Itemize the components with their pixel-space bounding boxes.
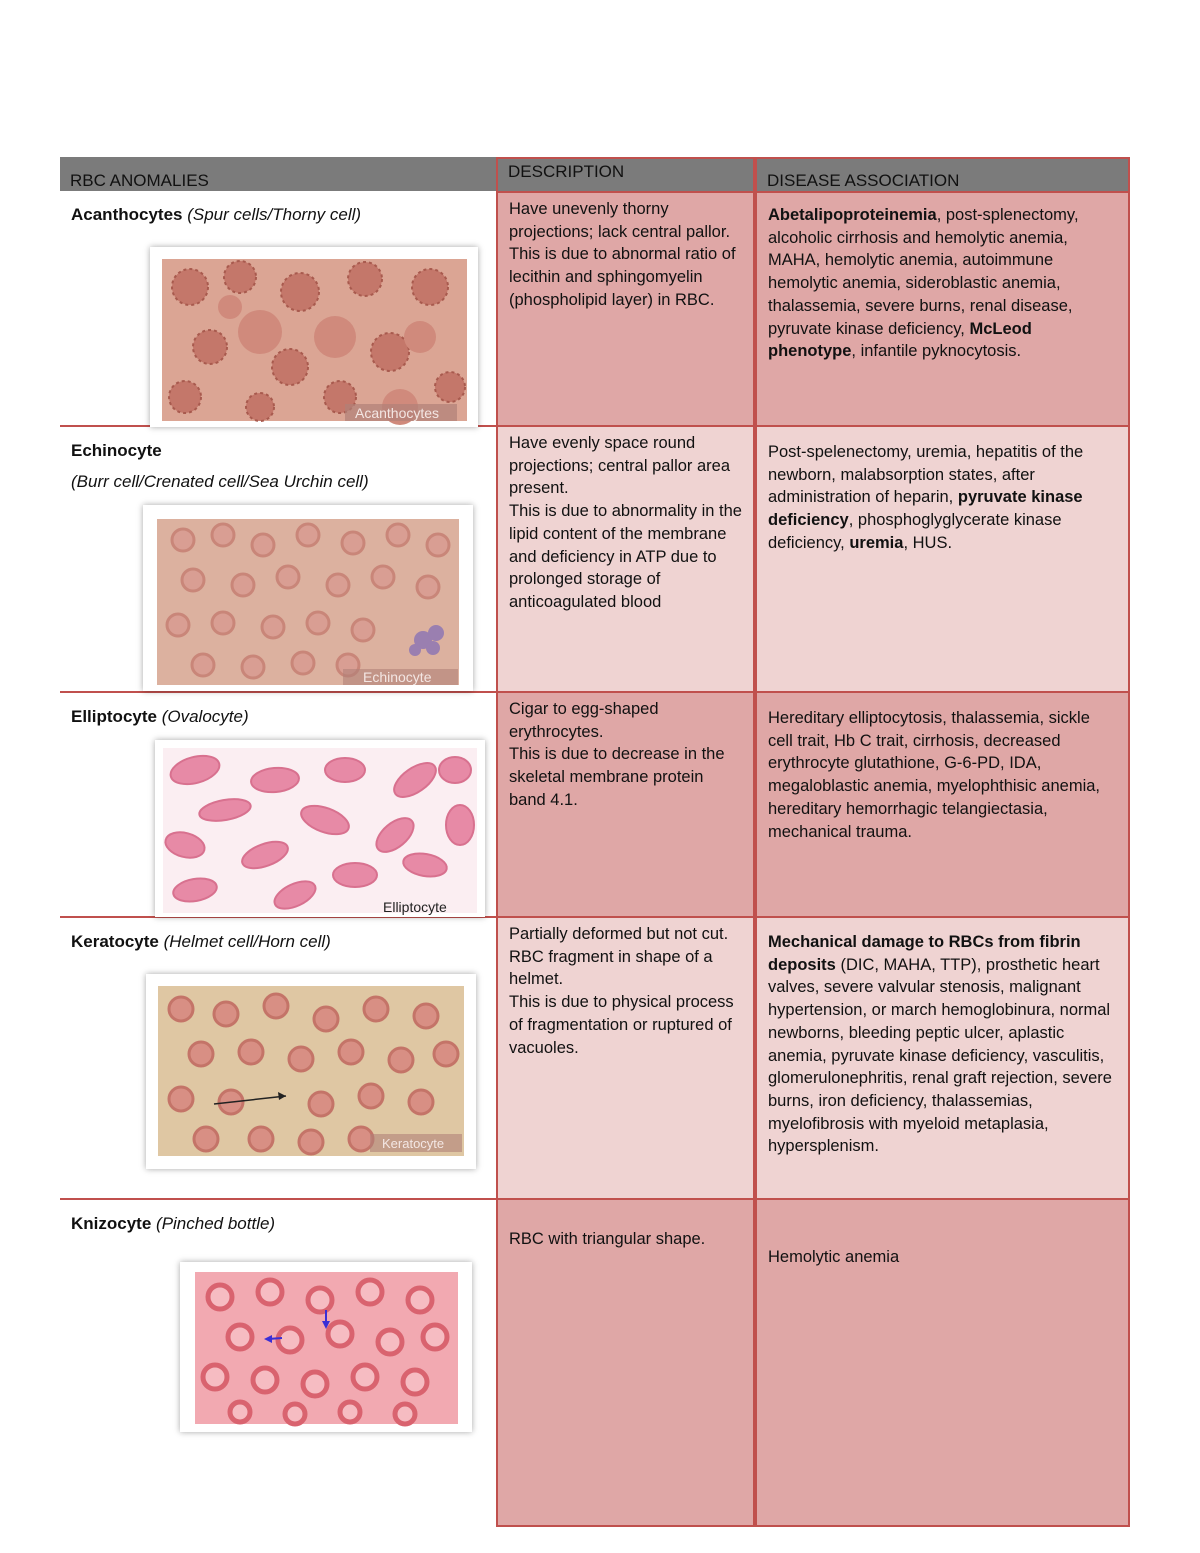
disease-plain: Post-spelenectomy, uremia, hepatitis of the newborn, malabsorption states, after administration of heparin,: [768, 443, 1084, 507]
image-caption: Keratocyte: [382, 1136, 445, 1151]
header-disease-association: [755, 157, 1130, 191]
anomaly-title: Knizocyte: [71, 1214, 152, 1233]
image-caption: Acanthocytes: [355, 405, 440, 421]
description-text: Cigar to egg-shaped erythrocytes. This is due to decrease in the skeletal membrane protein band 4.1.: [509, 700, 725, 809]
anomaly-alias: (Helmet cell/Horn cell): [163, 932, 331, 951]
description-text: Partially deformed but not cut. RBC fragment in shape of a helmet. This is due to physical process of fragmentation or ruptured of vacuoles.: [509, 925, 734, 1057]
anomaly-name: [71, 205, 361, 225]
anomaly-title: Elliptocyte: [71, 707, 157, 726]
disease-text: [768, 933, 1112, 1155]
disease-cell: [755, 916, 1130, 1200]
disease-cell: [755, 191, 1130, 427]
acanthocyte-micrograph: [150, 247, 478, 427]
header-rbc-anomalies: [60, 157, 496, 191]
disease-emphasis: McLeod phenotype: [768, 319, 1032, 361]
row-divider: [60, 691, 496, 693]
disease-text: Hereditary elliptocytosis, thalassemia, sickle cell trait, Hb C trait, cirrhosis, decreased erythrocyte glutathione, G-6-PD, IDA, megaloblastic anemia, myelophthisic anemia, hereditary hemorrhagic telangiectasia, mechanical trauma.: [768, 709, 1100, 841]
disease-emphasis: uremia: [849, 533, 904, 552]
description-cell: [496, 691, 755, 918]
keratocyte-micrograph: [146, 974, 476, 1169]
disease-text: Hemolytic anemia: [768, 1248, 900, 1266]
anomaly-alias: (Burr cell/Crenated cell/Sea Urchin cell): [71, 472, 369, 491]
disease-plain: (DIC, MAHA, TTP), prosthetic heart valves, severe valvular stenosis, malignant hypertension, or march hemoglobinura, normal newborns, bleeding peptic ulcer, aplastic anemia, pyruvate kinase deficiency, vasculitis, glomerulonephritis, renal graft rejection, severe burns, iron deficiency, thalassemias, myelofibrosis with myeloid metaplasia, hypersplenism.: [768, 955, 1112, 1156]
anomaly-name: [71, 932, 331, 952]
anomaly-alias: (Pinched bottle): [156, 1214, 276, 1233]
row-divider: [60, 1198, 496, 1200]
header-label: RBC ANOMALIES: [70, 171, 209, 190]
disease-cell: [755, 691, 1130, 918]
anomaly-title: Keratocyte: [71, 932, 159, 951]
anomaly-title: Echinocyte: [71, 441, 162, 460]
anomaly-name: [71, 707, 249, 727]
disease-text: [768, 206, 1079, 360]
anomaly-alias: (Ovalocyte): [161, 707, 249, 726]
elliptocyte-micrograph: [155, 740, 485, 917]
description-cell: [496, 425, 755, 693]
description-text: RBC with triangular shape.: [509, 1230, 706, 1248]
echinocyte-micrograph: [143, 505, 473, 691]
disease-plain: , phosphoglyglycerate kinase deficiency,: [768, 511, 1062, 552]
disease-plain: , infantile pyknocytosis.: [851, 342, 1022, 361]
image-caption: Echinocyte: [363, 669, 432, 685]
disease-emphasis: Mechanical damage to RBCs from fibrin deposits: [768, 933, 1081, 974]
disease-cell: [755, 425, 1130, 693]
disease-plain: , HUS.: [903, 533, 953, 552]
description-text: Have unevenly thorny projections; lack central pallor. This is due to abnormal ratio of lecithin and sphingomyelin (phospholipid layer) in RBC.: [509, 200, 736, 309]
anomaly-title: Acanthocytes: [71, 205, 183, 224]
disease-text: [768, 443, 1083, 552]
anomaly-name: [71, 1214, 275, 1234]
header-label: DESCRIPTION: [508, 162, 625, 181]
disease-cell: [755, 1198, 1130, 1527]
image-caption: Elliptocyte: [383, 899, 447, 915]
disease-emphasis: Abetalipoproteinemia: [768, 206, 937, 224]
description-cell: [496, 916, 755, 1200]
description-cell: [496, 191, 755, 427]
header-description: [496, 157, 755, 191]
header-label: DISEASE ASSOCIATION: [767, 171, 960, 190]
description-cell: [496, 1198, 755, 1527]
disease-emphasis: pyruvate kinase deficiency: [768, 488, 1083, 530]
anomaly-alias: (Spur cells/Thorny cell): [187, 205, 362, 224]
description-text: Have evenly space round projections; central pallor area present. This is due to abnormality in the lipid content of the membrane and deficiency in ATP due to prolonged storage of anticoagulated blood: [509, 434, 742, 611]
anomaly-name: [71, 441, 162, 461]
knizocyte-micrograph: [180, 1262, 472, 1432]
disease-plain: , post-splenectomy, alcoholic cirrhosis and hemolytic anemia, MAHA, hemolytic anemia, autoimmune hemolytic anemia, sideroblastic anemia, thalassemia, severe burns, renal disease, pyruvate kinase deficiency,: [768, 206, 1079, 338]
